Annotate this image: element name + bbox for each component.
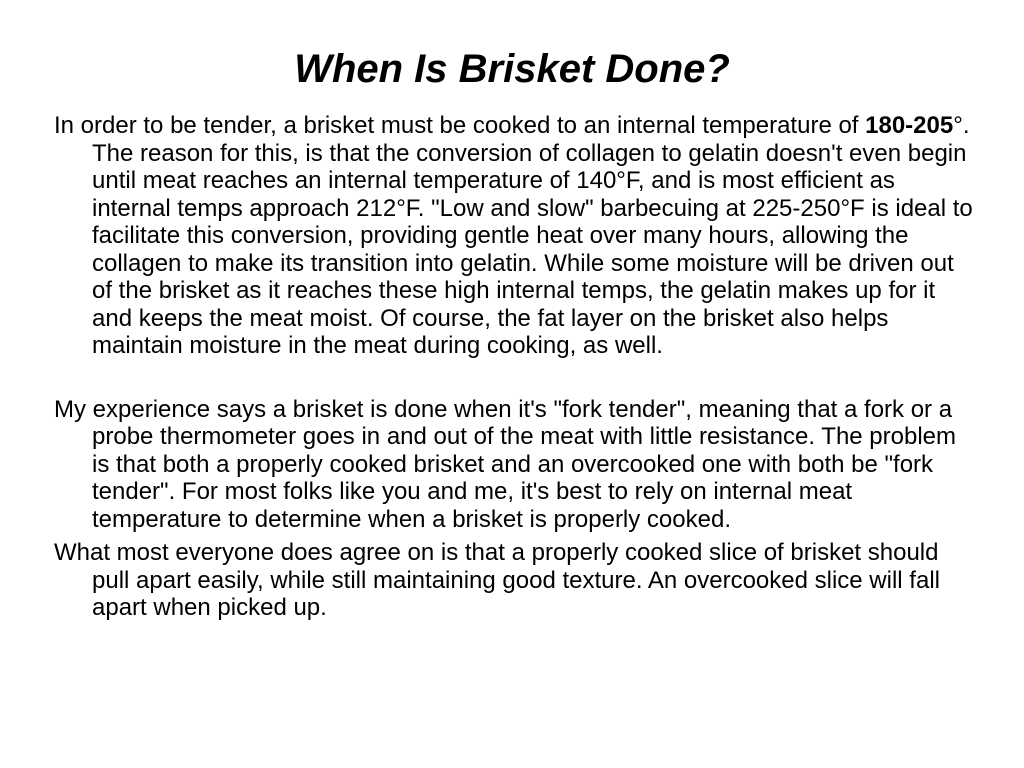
paragraph-fork-tender: My experience says a brisket is done when it's "fork tender", meaning that a fork or a probe thermometer goes in and out of the meat with little resistance. The problem is that both a properly cooked brisket and an overcooked one with both be "fork tender". For most folks like you and me, it's best to rely on internal meat temperature to determine when a brisket is properly cooked. bbox=[54, 395, 957, 533]
paragraph-temperature bbox=[54, 112, 974, 360]
paragraph-temperature-text-start: In order to be tender, a brisket must be cooked to an internal temperature of bbox=[54, 112, 866, 139]
paragraph-temperature-text-end: °. The reason for this, is that the conversion of collagen to gelatin doesn't even begin until meat reaches an internal temperature of 140°F, and is most efficient as internal temps approach 212°F. "Low and slow" barbecuing at 225-250°F is ideal to facilitate this conversion, providing gentle heat over many hours, allowing the collagen to make its transition into gelatin. While some moisture will be driven out of the brisket as it reaches these high internal temps, the gelatin makes up for it and keeps the meat moist. Of course, the fat layer on the brisket also helps maintain moisture in the meat during cooking, as well. bbox=[92, 112, 973, 359]
paragraph-properly-cooked-slice: What most everyone does agree on is that a properly cooked slice of brisket should pull apart easily, while still maintaining good texture. An overcooked slice will fall apart when picked up. bbox=[54, 539, 940, 621]
slide-body bbox=[54, 112, 974, 622]
temperature-range: 180-205 bbox=[865, 112, 954, 139]
slide-title: When Is Brisket Done? bbox=[294, 47, 730, 91]
